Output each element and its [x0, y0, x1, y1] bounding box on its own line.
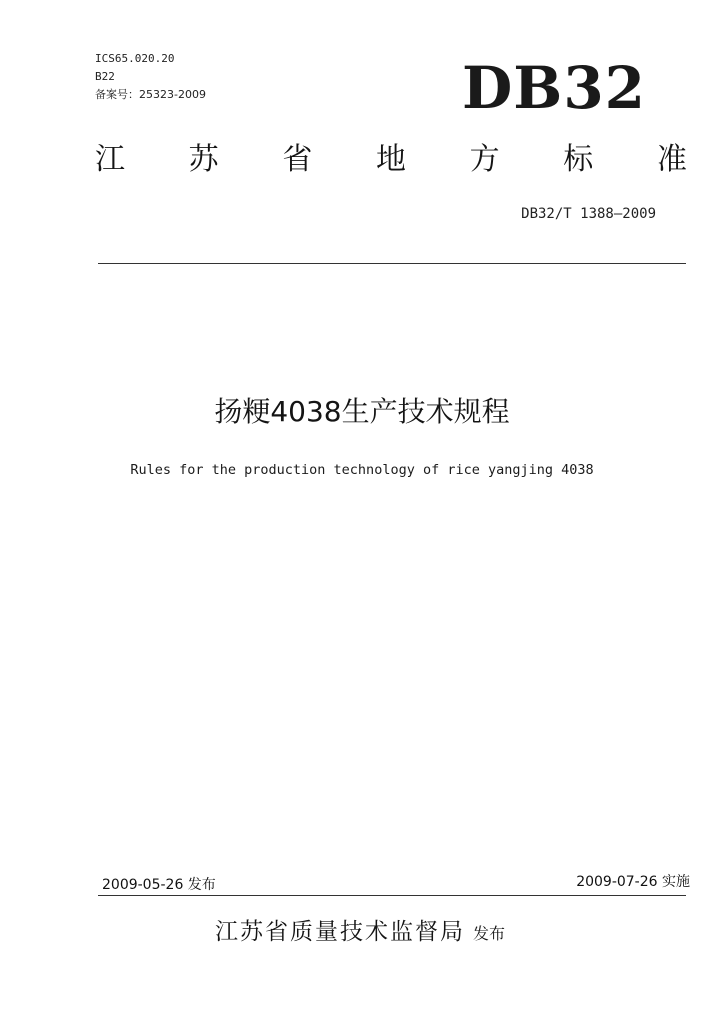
implementation-date: 2009-07-26 实施 [576, 874, 690, 890]
ccs-code: B22 [95, 70, 115, 83]
header-divider [98, 263, 686, 264]
ics-code: ICS65.020.20 [95, 52, 175, 65]
issuer-line [215, 917, 505, 949]
standard-type-char: 标 [563, 142, 594, 177]
issuer-name: 江苏省质量技术监督局 [215, 919, 465, 945]
standard-number: DB32/T 1388—2009 [521, 206, 656, 222]
standard-type-heading [95, 140, 687, 180]
standard-type-char: 方 [469, 142, 500, 177]
standard-type-char: 江 [95, 142, 125, 177]
standard-type-char: 准 [656, 142, 687, 177]
document-title-english: Rules for the production technology of rice yangjing 4038 [130, 462, 594, 478]
record-number: 备案号：25323-2009 [95, 88, 206, 101]
footer-divider [98, 895, 686, 896]
issue-date: 2009-05-26 发布 [102, 877, 216, 893]
standard-type-char: 地 [375, 142, 406, 177]
standard-type-char: 苏 [188, 142, 219, 177]
document-title-chinese: 扬粳4038生产技术规程 [214, 395, 510, 428]
issuer-suffix: 发布 [473, 924, 506, 943]
db32-logo: DB32 [462, 54, 647, 122]
standard-type-char: 省 [282, 142, 313, 177]
